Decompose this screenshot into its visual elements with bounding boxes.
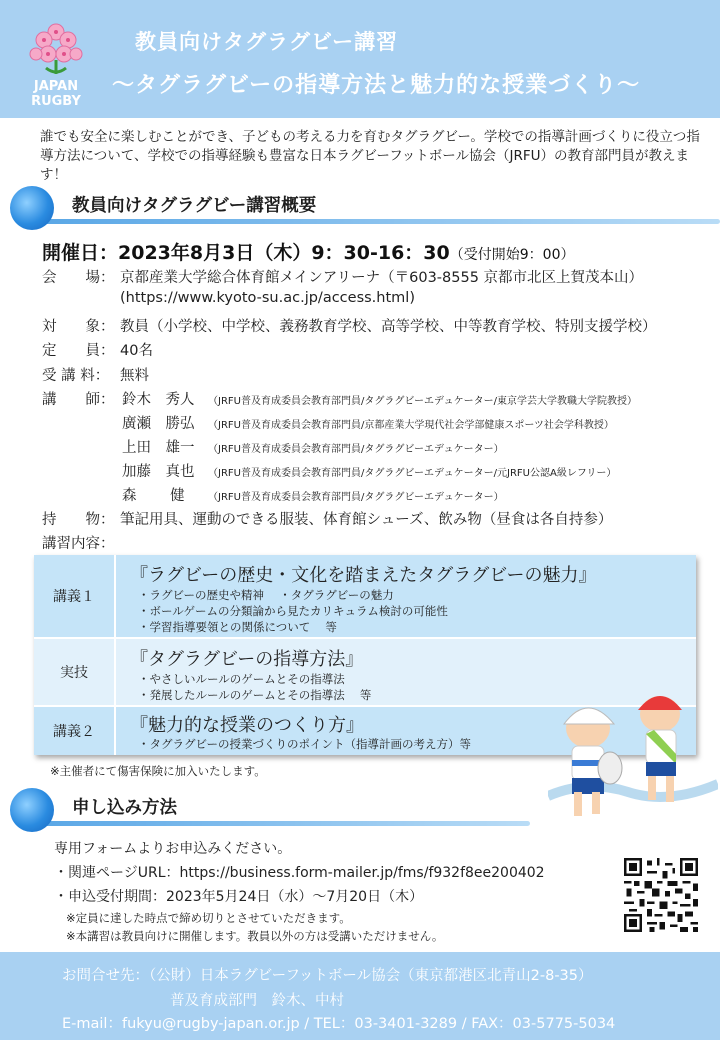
venue-row: 会 場： 京都産業大学総合体育館メインアリーナ（〒603-8555 京都市北区上賀茂本山） bbox=[42, 270, 644, 286]
lecturer-item: 上田 雄一 （JRFU普及育成委員会教育部門員/タグラグビーエデュケーター） bbox=[122, 440, 504, 456]
footer-contact bbox=[0, 952, 720, 1040]
application-section-heading bbox=[10, 788, 710, 832]
japan-rugby-logo bbox=[20, 10, 92, 110]
header-banner bbox=[0, 0, 720, 118]
target-row: 対 象： 教員（小学校、中学校、義務教育学校、高等学校、中等教育学校、特別支援学校） bbox=[42, 319, 657, 335]
page-title: 教員向けタグラグビー講習 bbox=[135, 30, 399, 54]
items: 筆記用具、運動のできる服装、体育館シューズ、飲み物（昼食は各自持参） bbox=[120, 512, 613, 528]
program-title: 『ラグビーの歴史・文化を踏まえたタグラグビーの魅力』 bbox=[130, 565, 597, 586]
content-label: 講習内容： bbox=[42, 536, 115, 552]
lecturer-item: 加藤 真也 （JRFU普及育成委員会教育部門員/タグラグビーエデュケーター/元JRFU公認A級レフリー） bbox=[122, 464, 617, 480]
program-title: 『魅力的な授業のつくり方』 bbox=[130, 715, 364, 736]
contact-persons: 普及育成部門 鈴木、中村 bbox=[170, 993, 344, 1009]
lecturer-item: 森 健 （JRFU普及育成委員会教育部門員/タグラグビーエデュケーター） bbox=[122, 488, 504, 504]
program-bullet: ・ラグビーの歴史や精神 ・タグラグビーの魅力 bbox=[138, 588, 394, 602]
fee-row: 受 講 料： 無料 bbox=[42, 368, 149, 384]
event-date: 開催日：2023年8月3日（木）9：30-16：30（受付開始9：00） bbox=[42, 242, 575, 264]
application-url[interactable]: ・関連ページURL：https://business.form-mailer.jp/fms/f932f8ee200402 bbox=[54, 865, 545, 881]
program-bullet: ・ボールゲームの分類論から見たカリキュラム検討の可能性 bbox=[138, 604, 448, 618]
overview-heading: 教員向けタグラグビー講習概要 bbox=[72, 196, 317, 216]
capacity-note: ※定員に達した時点で締め切りとさせていただきます。 bbox=[66, 911, 351, 925]
program-label: 講義１ bbox=[34, 555, 114, 637]
target: 教員（小学校、中学校、義務教育学校、高等学校、中等教育学校、特別支援学校） bbox=[120, 319, 657, 335]
program-title: 『タグラグビーの指導方法』 bbox=[130, 649, 364, 670]
bullet-circle-icon bbox=[10, 788, 54, 832]
logo-text-japan: JAPAN bbox=[33, 79, 79, 94]
overview-section-heading bbox=[10, 186, 710, 230]
capacity-row: 定 員： 40名 bbox=[42, 343, 153, 359]
qr-code-icon[interactable] bbox=[624, 858, 698, 932]
lecturer-item: 廣瀬 勝弘 （JRFU普及育成委員会教育部門員/京都産業大学現代社会学部健康スポーツ社会学科教授） bbox=[122, 416, 614, 432]
fee: 無料 bbox=[120, 368, 149, 384]
page-subtitle: ～タグラグビーの指導方法と魅力的な授業づくり～ bbox=[112, 73, 641, 98]
eligibility-note: ※本講習は教員向けに開催します。教員以外の方は受講いただけません。 bbox=[66, 929, 444, 943]
capacity: 40名 bbox=[120, 343, 153, 359]
table-row bbox=[34, 555, 696, 637]
contact-details[interactable]: E-mail：fukyu@rugby-japan.or.jp / TEL：03-3401-3289 / FAX：03-5775-5034 bbox=[62, 1016, 616, 1032]
application-instruction: 専用フォームよりお申込みください。 bbox=[54, 841, 292, 857]
lecturer-item: 鈴木 秀人 （JRFU普及育成委員会教育部門員/タグラグビーエデュケーター/東京学芸大学教職大学院教授） bbox=[122, 392, 638, 408]
program-bullet: ・発展したルールのゲームとその指導法 等 bbox=[138, 688, 372, 702]
program-bullet: ・学習指導要領との関係について 等 bbox=[138, 620, 337, 634]
logo-text-rugby: RUGBY bbox=[31, 94, 81, 109]
venue-url: (https://www.kyoto-su.ac.jp/access.html) bbox=[120, 290, 415, 306]
program-label: 実技 bbox=[34, 639, 114, 705]
insurance-note: ※主催者にて傷害保険に加入いたします。 bbox=[50, 764, 266, 778]
contact-organization: お問合せ先：（公財）日本ラグビーフットボール協会（東京都港区北青山2-8-35） bbox=[62, 968, 593, 984]
lecturers-label: 講 師： bbox=[42, 392, 115, 408]
reception-time: （受付開始9：00） bbox=[449, 247, 575, 263]
program-bullet: ・タグラグビーの授業づくりのポイント（指導計画の考え方）等 bbox=[138, 737, 472, 751]
application-heading: 申し込み方法 bbox=[72, 798, 177, 818]
intro-text: 誰でも安全に楽しむことができ、子どもの考える力を育むタグラグビー。学校での指導計画づくりに役立つ指導方法について、学校での指導経験も豊富な日本ラグビーフットボール協会（JRFU）の教育部門員が教えます！ bbox=[40, 129, 700, 183]
items-row: 持 物： 筆記用具、運動のできる服装、体育館シューズ、飲み物（昼食は各自持参） bbox=[42, 512, 613, 528]
application-period: ・申込受付期間：2023年5月24日（水）～7月20日（木） bbox=[54, 889, 424, 905]
venue: 京都産業大学総合体育館メインアリーナ（〒603-8555 京都市北区上賀茂本山） bbox=[120, 270, 644, 286]
bullet-circle-icon bbox=[10, 186, 54, 230]
program-label: 講義２ bbox=[34, 707, 114, 755]
program-bullet: ・やさしいルールのゲームとその指導法 bbox=[138, 672, 345, 686]
